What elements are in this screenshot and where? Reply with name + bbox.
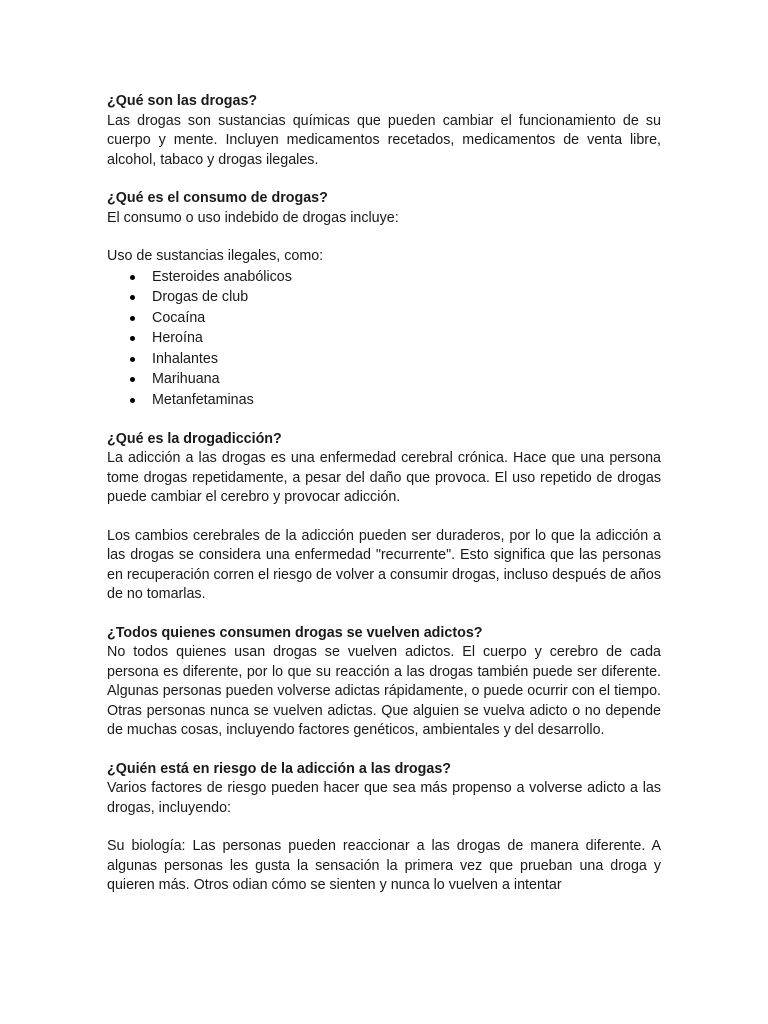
paragraph: No todos quienes usan drogas se vuelven adictos. El cuerpo y cerebro de cada persona es diferente, por lo que su reacción a las drogas también puede ser diferente. Algunas personas pueden volverse adictas rápidamente, o puede ocurrir con el tiempo. Otras personas nunca se vuelven adictas. Que alguien se vuelva adicto o no depende de muchas cosas, incluyendo factores genéticos, ambientales y del desarrollo. [107,644,661,739]
paragraph: Varios factores de riesgo pueden hacer que sea más propenso a volverse adicto a las drogas, incluyendo: [107,780,661,816]
paragraph: El consumo o uso indebido de drogas incluye: [107,209,399,226]
paragraph: Uso de sustancias ilegales, como: [107,248,324,264]
paragraph: Las drogas son sustancias químicas que pueden cambiar el funcionamiento de su cuerpo y mente. Incluyen medicamentos recetados, medicamentos de venta libre, alcohol, tabaco y drogas ilegales. [107,112,661,168]
list-item: Esteroides anabólicos [107,267,661,288]
list-item: Heroína [107,328,661,349]
list-item: Marihuana [107,369,661,390]
section-heading-who-at-risk: ¿Quién está en riesgo de la adicción a las drogas? [107,760,452,777]
section-heading-drug-use: ¿Qué es el consumo de drogas? [107,190,328,206]
list-item: Cocaína [107,308,661,329]
paragraph: Los cambios cerebrales de la adicción pueden ser duraderos, por lo que la adicción a las drogas se considera una enfermedad "recurrente". Esto significa que las personas en recuperación corren el riesgo de volver a consumir drogas, incluso después de años de no tomarlas. [107,527,661,603]
paragraph: Su biología: Las personas pueden reaccionar a las drogas de manera diferente. A algunas personas les gusta la sensación la primera vez que prueban una droga y quieren más. Otros odian cómo se sienten y nunca lo vuelven a intentar [107,838,661,894]
section-heading-drug-addiction: ¿Qué es la drogadicción? [107,430,282,447]
list-item: Inhalantes [107,349,661,370]
document-page [107,92,661,896]
list-item: Metanfetaminas [107,390,661,411]
list-item: Drogas de club [107,287,661,308]
section-heading-what-are-drugs: ¿Qué son las drogas? [107,93,258,109]
paragraph: La adicción a las drogas es una enfermedad cerebral crónica. Hace que una persona tome drogas repetidamente, a pesar del daño que provoca. El uso repetido de drogas puede cambiar el cerebro y provocar adicción. [107,450,661,506]
substance-list [107,267,661,411]
section-heading-everyone-addicted: ¿Todos quienes consumen drogas se vuelven adictos? [107,624,483,641]
